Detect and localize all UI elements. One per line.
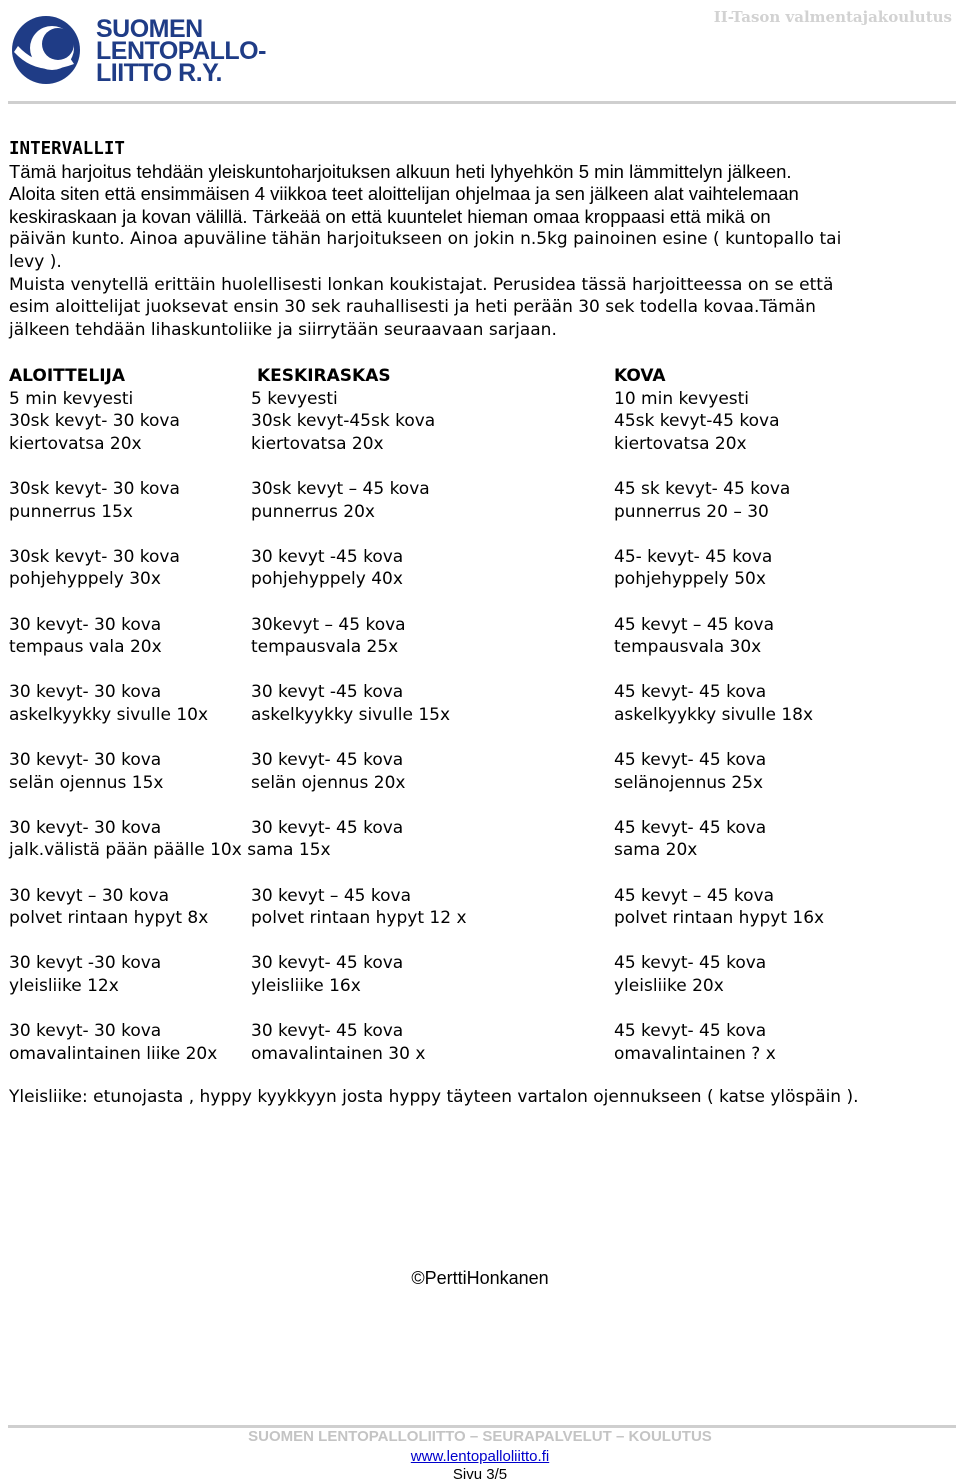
intermediate-cell: pohjehyppely 40x	[251, 569, 403, 590]
hard-cell: 45 sk kevyt- 45 kova	[614, 478, 791, 499]
hard-cell: selänojennus 25x	[614, 772, 764, 793]
beginner-cell: 30 kevyt -30 kova	[9, 953, 162, 974]
hard-cell: tempausvala 30x	[614, 637, 762, 658]
hard-cell: 45 kevyt – 45 kova	[614, 614, 774, 635]
hard-cell: 45 kevyt- 45 kova	[614, 953, 767, 974]
page-number: Sivu 3/5	[452, 1466, 508, 1483]
beginner-cell: 30 kevyt – 30 kova	[9, 885, 169, 906]
intermediate-cell: askelkyykky sivulle 15x	[251, 704, 451, 725]
plan-row	[9, 907, 954, 930]
federation-logo	[8, 8, 278, 88]
plan-block	[9, 952, 954, 997]
header-divider	[8, 101, 956, 104]
beginner-cell: polvet rintaan hypyt 8x	[9, 908, 209, 929]
hard-cell: polvet rintaan hypyt 16x	[614, 908, 825, 929]
beginner-cell: punnerrus 15x	[9, 501, 133, 522]
beginner-cell: 30 kevyt- 30 kova	[9, 1021, 162, 1042]
logo-line: LENTOPALLO-	[96, 37, 266, 65]
plan-row	[9, 772, 954, 795]
hard-cell: 10 min kevyesti	[614, 388, 750, 409]
plan-block	[9, 681, 954, 726]
plan-block	[9, 1020, 954, 1065]
intermediate-cell: omavalintainen 30 x	[251, 1043, 426, 1064]
plan-block	[9, 478, 954, 523]
plan-block	[9, 388, 954, 456]
plan-row	[9, 568, 954, 591]
column-header-beginner: ALOITTELIJA	[9, 366, 125, 386]
intermediate-cell: 30kevyt – 45 kova	[251, 614, 406, 635]
intermediate-cell: 5 kevyesti	[251, 388, 338, 409]
hard-cell: 45 kevyt- 45 kova	[614, 682, 767, 703]
intro-line: jälkeen tehdään lihaskuntoliike ja siirrytään seuraavaan sarjaan.	[9, 319, 557, 340]
page-header	[0, 0, 960, 106]
intermediate-cell: 30 kevyt- 45 kova	[251, 750, 404, 771]
hard-cell: pohjehyppely 50x	[614, 569, 766, 590]
hard-cell: askelkyykky sivulle 18x	[614, 704, 814, 725]
plan-row	[9, 749, 954, 772]
hard-cell: 45sk kevyt-45 kova	[614, 411, 780, 432]
plan-row	[9, 636, 954, 659]
beginner-cell: jalk.välistä pään päälle 10x sama 15x	[9, 840, 331, 861]
intermediate-cell: tempausvala 25x	[251, 637, 399, 658]
intermediate-cell: 30 kevyt- 45 kova	[251, 817, 404, 838]
intro-line: Aloita siten että ensimmäisen 4 viikkoa teet aloittelijan ohjelmaa ja sen jälkeen alat vaihtelemaan	[9, 183, 799, 205]
copyright: ©PerttiHonkanen	[411, 1268, 549, 1288]
beginner-cell: 30 kevyt- 30 kova	[9, 682, 162, 703]
intermediate-cell: 30 kevyt – 45 kova	[251, 885, 411, 906]
intro-line: keskiraskaan ja kovan välillä. Tärkeää on että kuuntelet hieman omaa kroppaasi että mikä on	[9, 205, 771, 227]
footer-organization: SUOMEN LENTOPALLOLIITTO – SEURAPALVELUT – KOULUTUS	[248, 1428, 712, 1445]
plan-row	[9, 681, 954, 704]
plan-row	[9, 501, 954, 524]
beginner-cell: omavalintainen liike 20x	[9, 1043, 218, 1064]
intro-text	[9, 161, 954, 342]
plan-row	[9, 478, 954, 501]
plan-row	[9, 817, 954, 840]
intermediate-cell: 30sk kevyt-45sk kova	[251, 411, 436, 432]
hard-cell: 45 kevyt – 45 kova	[614, 885, 774, 906]
hard-cell: 45- kevyt- 45 kova	[614, 546, 773, 567]
intermediate-cell: 30 kevyt -45 kova	[251, 546, 404, 567]
hard-cell: sama 20x	[614, 840, 698, 861]
intro-section	[9, 138, 954, 341]
beginner-cell: 30 kevyt- 30 kova	[9, 817, 162, 838]
beginner-cell: 30sk kevyt- 30 kova	[9, 411, 180, 432]
intro-line: Tämä harjoitus tehdään yleiskuntoharjoituksen alkuun heti lyhyehkön 5 min lämmittelyn jälkeen.	[9, 160, 792, 182]
beginner-cell: pohjehyppely 30x	[9, 569, 161, 590]
section-title: INTERVALLIT	[9, 139, 125, 159]
intermediate-cell: polvet rintaan hypyt 12 x	[251, 908, 467, 929]
general-exercise-note: Yleisliike: etunojasta , hyppy kyykkyyn josta hyppy täyteen vartalon ojennukseen ( katse ylöspäin ).	[9, 1087, 859, 1107]
plan-block	[9, 817, 954, 862]
intro-line: päivän kunto. Ainoa apuväline tähän harjoitukseen on jokin n.5kg painoinen esine ( kuntopallo tai	[9, 229, 842, 250]
hard-cell: yleisliike 20x	[614, 976, 724, 997]
logo-emblem	[8, 8, 92, 88]
intermediate-cell: punnerrus 20x	[251, 501, 375, 522]
training-plan	[9, 365, 954, 1088]
hard-cell: punnerrus 20 – 30	[614, 501, 769, 522]
intermediate-cell: 30 kevyt- 45 kova	[251, 953, 404, 974]
column-header-intermediate: KESKIRASKAS	[257, 366, 391, 386]
plan-row	[9, 410, 954, 433]
intro-line: esim aloittelijat juoksevat ensin 30 sek rauhallisesti ja heti perään 30 sek todella kovaa.Tämän	[9, 297, 816, 318]
course-title: II-Tason valmentajakoulutus	[713, 8, 952, 26]
page-footer	[0, 1428, 960, 1484]
plan-row	[9, 1020, 954, 1043]
intermediate-cell: 30 kevyt -45 kova	[251, 682, 404, 703]
beginner-cell: selän ojennus 15x	[9, 772, 164, 793]
logo-wordmark	[96, 15, 266, 87]
hard-cell: kiertovatsa 20x	[614, 433, 747, 454]
beginner-cell: yleisliike 12x	[9, 976, 119, 997]
intro-line: Muista venytellä erittäin huolellisesti lonkan koukistajat. Perusidea tässä harjoitteessa on se että	[9, 274, 834, 295]
plan-blocks	[9, 388, 954, 1066]
logo-line: SUOMEN	[96, 15, 203, 43]
hard-cell: 45 kevyt- 45 kova	[614, 750, 767, 771]
beginner-cell: kiertovatsa 20x	[9, 433, 142, 454]
intermediate-cell: 30sk kevyt – 45 kova	[251, 478, 430, 499]
plan-header-row	[9, 365, 954, 388]
beginner-cell: 30 kevyt- 30 kova	[9, 750, 162, 771]
plan-row	[9, 546, 954, 569]
plan-block	[9, 614, 954, 659]
hard-cell: 45 kevyt- 45 kova	[614, 1021, 767, 1042]
plan-row	[9, 433, 954, 456]
intro-line: levy ).	[9, 251, 62, 272]
plan-row	[9, 614, 954, 637]
hard-cell: 45 kevyt- 45 kova	[614, 817, 767, 838]
plan-block	[9, 749, 954, 794]
plan-block	[9, 546, 954, 591]
beginner-cell: 30sk kevyt- 30 kova	[9, 478, 180, 499]
plan-row	[9, 952, 954, 975]
intermediate-cell: selän ojennus 20x	[251, 772, 406, 793]
intermediate-cell: yleisliike 16x	[251, 976, 361, 997]
beginner-cell: tempaus vala 20x	[9, 637, 162, 658]
beginner-cell: askelkyykky sivulle 10x	[9, 704, 209, 725]
beginner-cell: 30sk kevyt- 30 kova	[9, 546, 180, 567]
intermediate-cell: 30 kevyt- 45 kova	[251, 1021, 404, 1042]
plan-row	[9, 704, 954, 727]
plan-block	[9, 885, 954, 930]
plan-row	[9, 388, 954, 411]
beginner-cell: 5 min kevyesti	[9, 388, 134, 409]
column-header-hard: KOVA	[614, 366, 666, 386]
plan-row	[9, 885, 954, 908]
plan-row	[9, 975, 954, 998]
beginner-cell: 30 kevyt- 30 kova	[9, 614, 162, 635]
logo-line: LIITTO R.Y.	[96, 59, 222, 87]
plan-row	[9, 1043, 954, 1066]
website-link[interactable]: www.lentopalloliitto.fi	[410, 1448, 550, 1465]
intermediate-cell: kiertovatsa 20x	[251, 433, 384, 454]
hard-cell: omavalintainen ? x	[614, 1043, 776, 1064]
plan-row	[9, 839, 954, 862]
